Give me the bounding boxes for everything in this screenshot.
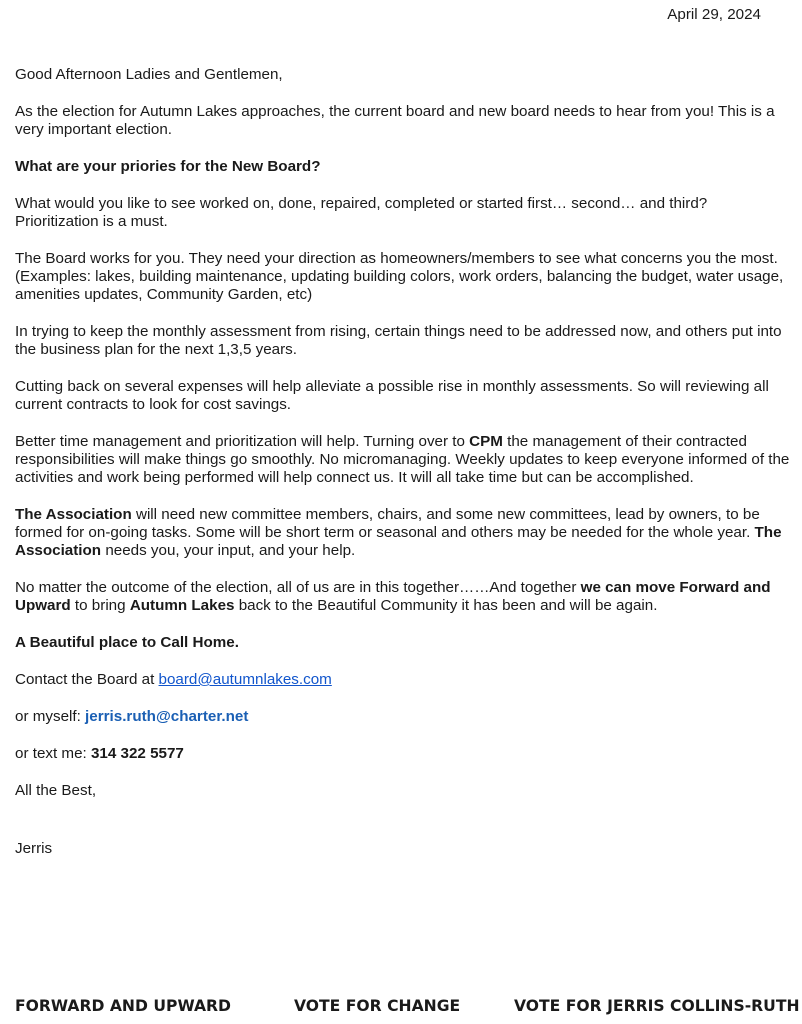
contact-board-label: Contact the Board at (15, 671, 159, 688)
time-management-paragraph (15, 433, 790, 487)
association-text-middle: will need new committee members, chairs, and some new committees, lead by owners, to be formed for on-going tasks. Some will be short term or seasonal and others may be needed for the whole year. (15, 506, 760, 541)
contact-text-line (15, 745, 790, 763)
contact-text-label: or text me: (15, 745, 91, 762)
question-heading: What are your priories for the New Board? (15, 158, 321, 175)
contact-self-label: or myself: (15, 708, 86, 725)
closing: All the Best, (15, 782, 97, 799)
together-text-after: back to the Beautiful Community it has been and will be again. (234, 597, 658, 614)
contact-board-line (15, 671, 790, 689)
board-works-paragraph: The Board works for you. They need your direction as homeowners/members to see what concerns you the most. (Examples: lakes, building maintenance, updating building colors, work orders, balancing the budget, water usage, amenities updates, Community Garden, etc) (15, 250, 784, 303)
together-text-mid: to bring (70, 597, 130, 614)
cutting-expenses-paragraph: Cutting back on several expenses will help alleviate a possible rise in monthly assessments. So will reviewing all current contracts to look for cost savings. (15, 378, 769, 413)
letter-date: April 29, 2024 (667, 6, 761, 23)
greeting: Good Afternoon Ladies and Gentlemen, (15, 66, 283, 83)
phone-number: 314 322 5577 (90, 745, 184, 762)
time-text-after: the management of their contracted responsibilities will make things go smoothly. No micromanaging. Weekly updates to keep everyone informed of the activities and work being performed will help connect us. It will all take time but can be accomplished. (15, 433, 790, 486)
board-email-link[interactable]: board@autumnlakes.com (158, 671, 332, 688)
assessment-paragraph: In trying to keep the monthly assessment from rising, certain things need to be addressed now, and others put into the business plan for the next 1,3,5 years. (15, 323, 782, 358)
footer-slogan-vote-jerris: VOTE FOR JERRIS COLLINS-RUTH (514, 997, 800, 1015)
personal-email-link[interactable]: jerris.ruth@charter.net (85, 708, 249, 725)
priorities-paragraph: What would you like to see worked on, done, repaired, completed or started first… second… and third? Prioritization is a must. (15, 195, 708, 230)
intro-paragraph: As the election for Autumn Lakes approaches, the current board and new board needs to hear from you! This is a very important election. (15, 103, 775, 138)
association-text-end: needs you, your input, and your help. (101, 542, 356, 559)
together-text-before: No matter the outcome of the election, all of us are in this together……And together (15, 579, 581, 596)
contact-self-line (15, 708, 790, 726)
footer-slogan-forward: FORWARD AND UPWARD (15, 997, 231, 1015)
association-paragraph (15, 506, 790, 560)
together-paragraph (15, 579, 790, 615)
cpm-bold: CPM (469, 433, 503, 450)
forward-upward-bold: we can move Forward and Upward (15, 579, 771, 614)
autumn-lakes-bold: Autumn Lakes (129, 597, 235, 614)
footer-slogans (0, 997, 802, 1021)
time-text-before: Better time management and prioritization will help. Turning over to (15, 433, 470, 450)
letter-body (15, 66, 790, 877)
association-bold-1: The Association (15, 506, 132, 523)
footer-slogan-change: VOTE FOR CHANGE (294, 997, 461, 1015)
signature: Jerris (15, 840, 53, 857)
association-bold-2: The Association (15, 524, 782, 559)
tagline: A Beautiful place to Call Home. (15, 634, 239, 651)
